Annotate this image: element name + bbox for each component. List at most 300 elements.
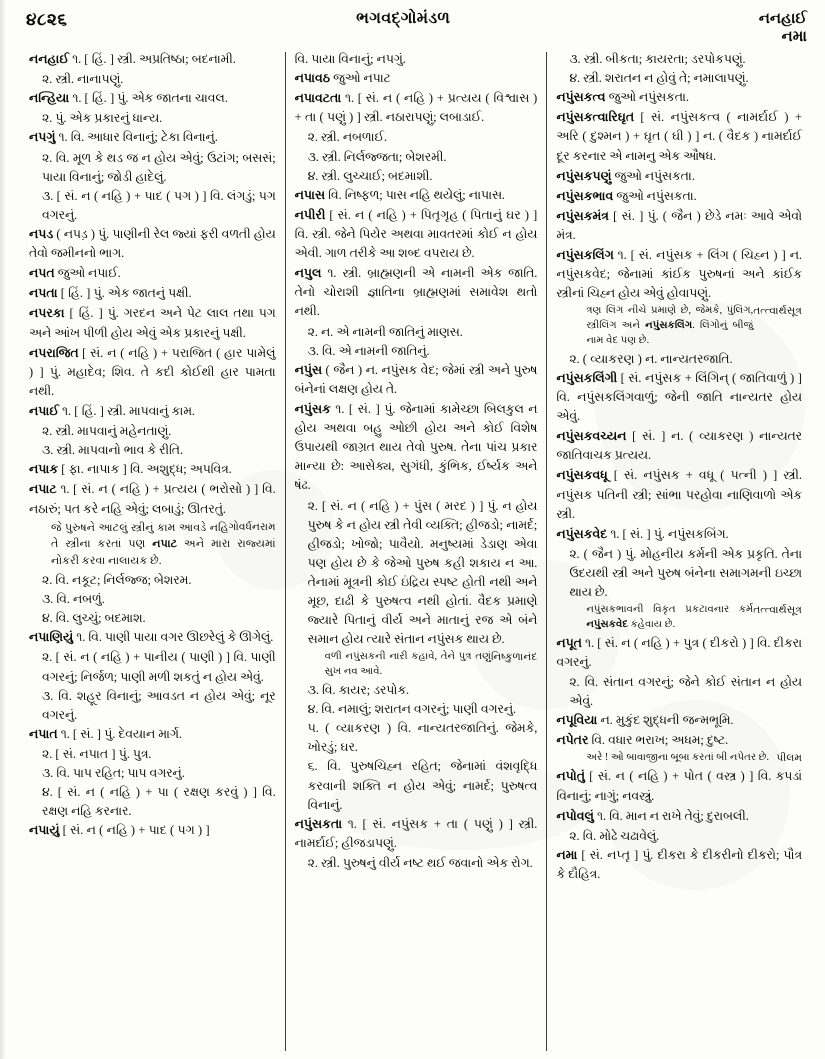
entry-definition: આધાર વિનાનું; ટેકા વિનાનું. <box>87 130 218 145</box>
entry-etymology: [ હિં. ] <box>84 52 115 66</box>
entry-sense <box>295 323 538 342</box>
sense-number: ૨. <box>307 324 318 339</box>
entry-headword: નપુંસ <box>294 362 323 377</box>
part-of-speech: સ્ત્રી. <box>321 855 340 870</box>
part-of-speech: વિ. <box>58 688 72 703</box>
dictionary-entry <box>29 460 276 479</box>
entry-definition: પાણી પાયા વગર ઊછરેલું કે ઊગેલું. <box>105 630 274 645</box>
part-of-speech: ન. <box>703 129 716 144</box>
sense-number: ૧. <box>72 52 82 66</box>
entry-definition: નામર્દાઈ દૂર કરનાર એ નામનુ એક ઔષધ. <box>556 129 803 163</box>
entry-headword: નપત <box>29 266 55 281</box>
part-of-speech: પું. <box>647 208 659 223</box>
entry-definition: નપુંસકવેદ; જેનામાં કાંઈક પુરુષનાં અને કાંઈક સ્ત્રીનાં ચિહ્ન હોય એવું હોવાપણું. <box>556 267 802 301</box>
dictionary-entry <box>556 711 802 730</box>
entry-sense <box>29 70 276 89</box>
part-of-speech: પું. <box>653 526 665 541</box>
part-of-speech: વિ. <box>70 130 85 145</box>
entry-etymology: [ હિં. ] <box>69 306 103 321</box>
dictionary-entry <box>29 480 276 518</box>
entry-definition: જુઓ નપુંસકતા. <box>616 188 697 203</box>
part-of-speech: ન. <box>321 324 334 339</box>
dictionary-entry <box>29 89 276 108</box>
part-of-speech: સ્ત્રી. <box>107 403 126 418</box>
page-number: ૪૮૨૬ <box>26 10 68 29</box>
part-of-speech: વિ. <box>233 650 248 665</box>
citation-keyword: નપાટ <box>152 538 178 551</box>
entry-headword: નપુંસકપણું <box>556 168 612 183</box>
entry-etymology: [ હિં. ] <box>60 286 91 301</box>
sense-number: ૨. <box>42 424 53 439</box>
entry-definition: નામર્દાઈ; હીજડાપણું. <box>294 835 397 850</box>
citation-quote: તત્ત્વાર્થસૂત્ર નપુંસકભાવની વિકૃત પ્રકટાવનાર કર્મ નપુંસકવેદ કહેવાય છે. <box>586 604 802 630</box>
dictionary-entry <box>295 361 538 399</box>
entry-definition: મોઢે ચઢાવેલું. <box>599 828 660 843</box>
sense-number: ૩. <box>307 682 319 697</box>
entry-definition: દીકરા કે દીકરીનો દીકરો; પૌત્ર કે દૌહિત્ર. <box>556 847 803 882</box>
entry-definition: જુઓ નપાઈ. <box>57 266 121 281</box>
entry-sense <box>29 571 276 590</box>
part-of-speech: પું. <box>487 498 499 513</box>
sense-number: ૩. <box>569 52 581 66</box>
entry-definition: લંગડું; પગ વગરનું. <box>42 188 276 222</box>
dictionary-entry <box>556 369 802 426</box>
sense-number: ૨. <box>42 111 53 126</box>
part-of-speech: સ્ત્રી. <box>117 52 136 66</box>
entry-headword: નપોતું <box>556 769 586 784</box>
entry-definition: અશુદ્ધ; અપવિત્ર. <box>146 462 232 477</box>
entry-definition: બીકતા; કાયરતા; ડરપોકપણું. <box>605 52 746 66</box>
entry-continuation <box>295 50 538 69</box>
entry-definition: નકૂટ; નિર્લજ્જ; બેશરમ. <box>71 573 192 588</box>
dictionary-entry <box>556 167 802 186</box>
citation-attribution: નિષ્કુળાનંદ <box>490 652 538 664</box>
sense-number: ૧. <box>344 91 355 106</box>
entry-sense <box>295 497 538 650</box>
entry-definition: નપુંસકબિંગ. <box>668 526 729 541</box>
dictionary-entry <box>556 246 802 303</box>
part-of-speech: વિ. <box>591 733 605 748</box>
entry-definition: જુઓ નપુંસકતા. <box>608 90 689 105</box>
dictionary-entry <box>556 88 802 107</box>
entry-headword: નપાત <box>29 726 58 741</box>
entry-etymology: [ સં. ] <box>622 526 651 541</box>
entry-sense <box>295 681 538 700</box>
dictionary-entry <box>29 628 276 647</box>
entry-etymology: ( જૈન ) <box>325 362 363 377</box>
running-head <box>721 10 807 45</box>
sense-number: ૨. <box>42 150 53 165</box>
citation-quote: પીલમ અરે ! ઓ બાવાજીના બૂબા કરતાં બી નપેતર છે. <box>556 751 802 766</box>
dictionary-column-1 <box>20 50 285 1057</box>
entry-definition: બ્રાહ્મણની એ નામની એક જાતિ. તેનો ચોરાશી જ્ઞાતિના બ્રાહ્મણમાં સમાવેશ થતો નથી. <box>294 266 538 319</box>
entry-etymology: [ સં. ન ( નહિ ) + પુંસ ( મરદ ) ] <box>321 498 484 513</box>
part-of-speech: પું. <box>107 306 119 321</box>
entry-headword: નપરકા <box>29 306 65 321</box>
entry-sense <box>295 757 538 814</box>
citation-keyword: નપુંસકલિંગ <box>645 320 693 332</box>
entry-definition: મૂળ કે થડ જ ન હોય એવું; ઉટાંગ; બસસં; પાયા વિનાનું; જોડી હાદેલું. <box>42 150 276 184</box>
part-of-speech: ન. <box>789 248 802 263</box>
entry-definition: મુકુંદ શુદ્ધની જન્મભૂમિ. <box>615 713 734 728</box>
entry-sense <box>29 422 276 441</box>
entry-headword: નપેતર <box>556 733 589 748</box>
entry-definition: નાન્યતરજાતિ. <box>660 351 733 366</box>
entry-etymology: [ સં. નપ્તૃ ] <box>581 847 639 862</box>
citation-attribution: ગોવર્ધનરામ <box>228 521 276 533</box>
entry-headword: નપાક <box>29 462 59 477</box>
entry-headword: નપુંસકવેદ <box>556 526 608 541</box>
sense-number: ૩. <box>42 592 54 607</box>
entry-etymology: [ હિં. ] <box>84 91 115 106</box>
dictionary-column-3 <box>547 50 811 1057</box>
entry-definition: શહૂર વિનાનું; આવડત ન હોય એવું; નૂર વગરનું. <box>42 688 276 722</box>
entry-definition: પાણી વગરનું; નિર્જળ; પાણી મળી શકતું ન હોય એવું. <box>42 650 276 684</box>
entry-definition: મહાદેવ; શિવ. તે કદી કોઈથી હાર પામતા નથી. <box>29 364 276 398</box>
part-of-speech: પું. <box>642 847 654 862</box>
entry-definition: ન હોય પુરુષ કે ન હોય સ્ત્રી તેવી વ્યક્તિ; હીજડો; નામર્દ; હીજડો; ખોજો; પાવૈયો. મનુષ્યમાં ડેડાણ એવા પણ હોય છે કે જેઓ પુરુષ કહી શકાય ન આ. તેનામાં મૂત્રની કોઈ ઇંદ્રિય સ્પષ્ટ હોતી નથી અને મૂછ, દાઢી કે પુરુષત્વ નથી હોતાં. વૈદક પ્રમાણે જ્યારે પિતાનું વીર્ય અને માતાનું રજ એ બંને સમાન હોય ત્યારે સંતાન નપુંસક થાય છે. <box>307 498 538 647</box>
entry-definition: નઠારું; પત કરે નહિ એવું; લબાડું; ઊતરતું. <box>29 501 226 516</box>
entry-sense <box>556 673 802 711</box>
dictionary-entry <box>556 466 802 523</box>
part-of-speech: વિ. <box>56 766 70 781</box>
entry-definition: લુચ્ચાઈ; બદમાશી. <box>343 168 433 183</box>
entry-headword: નપીરી <box>294 207 326 222</box>
sense-number: ૩. <box>42 188 54 203</box>
entry-etymology: [ સં. ન ( નહિ ) + પાદ ( પગ ) ] <box>56 188 207 203</box>
entry-definition: પાયા વિનાનું; નપગું. <box>311 52 406 66</box>
part-of-speech: વિ. <box>55 573 69 588</box>
page-header <box>0 0 825 48</box>
dictionary-entry <box>295 400 538 496</box>
entry-sense <box>556 827 802 846</box>
sense-number: ૪. <box>569 71 581 86</box>
part-of-speech: વિ. <box>262 785 276 800</box>
entry-sense <box>29 109 276 128</box>
sense-number: ૧. <box>585 635 595 650</box>
entry-definition: માપવાનું મહેનતાણું. <box>77 424 172 439</box>
sense-number: ૨. <box>569 674 580 689</box>
sense-number: ૪. <box>42 785 53 800</box>
sense-number: ૨. <box>307 130 318 145</box>
sense-number: ૩. <box>307 343 319 358</box>
part-of-speech: સ્ત્રી. <box>321 130 340 145</box>
dictionary-entry <box>556 846 802 884</box>
entry-sense <box>29 590 276 609</box>
sense-number: ૧. <box>72 91 82 106</box>
entry-domain-label: ( જૈન ) <box>662 208 701 223</box>
entry-definition: દેવયાન માર્ગ. <box>118 726 182 741</box>
entry-headword: નપરાજિત <box>29 345 79 360</box>
entry-etymology: [ સં. ] <box>613 208 644 223</box>
sense-number: ૧. <box>327 266 337 281</box>
entry-sense <box>29 441 276 460</box>
entry-headword: નનહાઈ <box>29 52 69 66</box>
sense-number: ૧. <box>76 630 86 645</box>
part-of-speech: વિ. <box>294 52 309 66</box>
entry-headword: નપુંસકમંત્ર <box>556 208 609 223</box>
citation-quote: તત્ત્વાર્થસૂત્ર ત્રણ લિંગ નીચે પ્રમાણે છે, જેમકે, પુંલિંગ, સ્ત્રીલિંગ અને નપુંસકલિંગ. લિંગોનું બીજું નામ વેદ પણ છે. <box>586 305 802 346</box>
entry-etymology: [ સં. નપુંસક + લિંગ ( ચિહ્ન ) ] <box>630 248 786 263</box>
entry-definition: શરાતન ન હોવું તે; નમાલાપણું. <box>604 71 749 86</box>
dictionary-entry <box>556 427 802 465</box>
part-of-speech: વિ. <box>56 592 70 607</box>
part-of-speech: વિ. <box>582 828 597 843</box>
entry-etymology: ( જૈન ) <box>583 546 622 561</box>
entry-etymology: [ સં. ] <box>632 429 666 444</box>
sense-number: ૧. <box>62 403 72 418</box>
entry-definition: છેડે નમઃ આવે એવો મંત્ર. <box>556 208 803 242</box>
entry-etymology: [ સં. નપુંસક + તા ( પણું ) ] <box>362 816 513 831</box>
book-title: ભગવદ્ગોમંડળ <box>356 10 451 27</box>
entry-definition: નપુંસક વેદ; જેમાં સ્ત્રી અને પુરુષ બંનેનાં લક્ષણ હોય તે. <box>294 362 538 396</box>
part-of-speech: વિ. <box>129 462 144 477</box>
part-of-speech: વિ. <box>397 721 412 736</box>
part-of-speech: વિ. <box>327 759 341 774</box>
dictionary-entry <box>29 50 276 69</box>
entry-headword: નપતા <box>29 286 58 301</box>
part-of-speech: સ્ત્રી. <box>321 149 341 164</box>
part-of-speech: ન. <box>365 362 378 377</box>
dictionary-entry <box>556 767 802 805</box>
entry-headword-variant: ( નપડ઼ ) <box>56 226 95 241</box>
entry-etymology: [ સં. ન ( નહિ ) + પિતૃગૃહ ( પિતાનું ઘર ) ] <box>329 207 538 222</box>
sense-number: ૩. <box>307 149 319 164</box>
entry-headword: નપુંસકત્વારિઘૃત <box>556 110 635 125</box>
sense-number: ૨. <box>42 747 53 761</box>
sense-number: ૩. <box>42 766 54 781</box>
entry-definition: નપુંસક પતિની સ્ત્રી; સાંભા પરહોવા નાણિવાળો એક સ્ત્રી. <box>556 487 802 521</box>
entry-headword: નપુંસકલિંગી <box>556 370 618 385</box>
entry-definition: કાયર; ડરપોક. <box>338 682 410 697</box>
part-of-speech: પું. <box>98 226 110 241</box>
part-of-speech: વિ. <box>321 702 335 717</box>
part-of-speech: વિ. <box>756 635 771 650</box>
entry-definition: નિર્લજ્જતા; બેશરમી. <box>343 149 447 164</box>
entry-definition: નાન્યતરજાતિનું. જેમકે, ખોરડું; ઘર. <box>307 721 538 755</box>
citation-keyword: નપુંસકવેદ <box>586 618 629 630</box>
entry-sense <box>29 149 276 187</box>
part-of-speech: પું. <box>49 364 61 379</box>
part-of-speech: સ્ત્રી. <box>583 52 603 66</box>
entry-sense <box>295 148 538 167</box>
dictionary-entry <box>556 187 802 206</box>
part-of-speech: વિ. <box>757 769 772 784</box>
part-of-speech: ન. <box>600 713 613 728</box>
entry-definition: નિષ્ફળ; પાસ નહિ થયેલું; નાપાસ. <box>344 187 505 202</box>
part-of-speech: સ્ત્રી. <box>363 110 383 125</box>
entry-headword: નપાવટતા <box>294 91 342 106</box>
entry-headword: નપૂવિયા <box>556 713 598 728</box>
running-head-first-word: નનહાઈ <box>758 10 807 27</box>
dictionary-entry <box>29 304 276 342</box>
entry-definition: મોહનીય કર્મની એક પ્રકૃતિ. તેના ઉદયથી સ્ત્રી અને પુરુષ બંનેના સમાગમની ઇચ્છા થાય છે. <box>569 546 802 600</box>
part-of-speech: પું. <box>104 726 116 741</box>
entry-headword: નપુંસકભાવ <box>556 188 614 203</box>
entry-etymology: [ હિં. ] <box>74 403 105 418</box>
sense-number: ૬. <box>307 759 318 774</box>
part-of-speech: ન. <box>671 429 684 444</box>
entry-sense <box>29 609 276 628</box>
part-of-speech: પું. <box>55 111 67 126</box>
dictionary-entry <box>295 815 538 853</box>
citation-attribution: તત્ત્વાર્થસૂત્ર <box>753 605 802 617</box>
part-of-speech: વિ. <box>55 150 70 165</box>
part-of-speech: પું. <box>118 747 130 761</box>
entry-definition: નમાલું; શરાતન વગરનું; પાણી વગરનું. <box>338 702 517 717</box>
entry-definition: ગરદન અને પેટ લાલ તથા પગ અને આંખ પીળી હોય એવું એક પ્રકારનું પક્ષી. <box>29 306 276 340</box>
entry-sense <box>29 783 276 821</box>
dictionary-entry <box>556 807 802 826</box>
entry-headword: નપગું <box>29 130 56 145</box>
sense-number: ૧. <box>597 808 607 823</box>
part-of-speech: પું. <box>117 91 129 106</box>
entry-sense <box>556 350 802 369</box>
entry-headword: નપુલ <box>294 266 322 281</box>
entry-etymology: [ સં. નપુંસક + લિંગિન્ ( જાતિવાળું ) ] <box>620 370 802 385</box>
sense-number: ૧. <box>347 816 357 831</box>
entry-sense <box>556 69 802 88</box>
part-of-speech: વિ. <box>321 682 336 697</box>
part-of-speech: વિ. <box>321 343 336 358</box>
sense-number: ૨. <box>307 855 318 870</box>
part-of-speech: પું. <box>93 286 105 301</box>
part-of-speech: સ્ત્રી. <box>55 424 75 439</box>
entry-definition: અપ્રતિષ્ઠા; બદનામી. <box>138 52 236 66</box>
entry-definition: નાનાપણું. <box>77 72 124 87</box>
entry-definition: પુરુષચિહ્ન રહિત; જેનામાં વંશવૃદ્ધિ કરવાની શક્તિ ન હોય એવું; નામર્દ; પુરુષત્વ વિનાનું. <box>307 759 538 812</box>
entry-etymology: [ સં. ન ( નહિ ) + પા ( રક્ષણ કરવું ) ] <box>57 785 258 800</box>
entry-definition: માન ન રાખે તેવું; દુરાબલી. <box>625 808 749 823</box>
entry-etymology: [ સં. નપુંસક + વધૂ ( પત્ની ) ] <box>613 468 778 483</box>
entry-definition: એક પ્રકારનું ધાન્ય. <box>69 111 163 126</box>
part-of-speech: વિ. <box>609 808 623 823</box>
part-of-speech: સ્ત્રી. <box>321 168 341 183</box>
part-of-speech: ન. <box>645 351 658 366</box>
part-of-speech: વિ. <box>584 674 599 689</box>
citation-attribution: પીલમ <box>776 753 802 765</box>
entry-etymology: [ સં. ન ( નહિ ) + પ્રત્યય ( ભરોસો ) ] <box>73 482 259 497</box>
dictionary-entry <box>295 264 538 321</box>
entry-etymology: [ સં. નપુંસકત્વ ( નામર્દાઈ ) + અરિ ( દુશ્મન ) + ઘૃત ( ઘી ) ] <box>556 110 803 144</box>
part-of-speech: વિ. <box>328 187 342 202</box>
entry-sense <box>29 745 276 764</box>
sense-number: ૨. <box>307 498 318 513</box>
entry-headword: નપાસ <box>294 187 326 202</box>
entry-etymology: [ સં. ] <box>348 401 380 416</box>
dictionary-entry <box>556 525 802 544</box>
citation-quote: નિષ્કુળાનંદ વળી નપુંસકની નારી કહાવે, તેને પુત્ર તણું સુખ નવ આવે. <box>324 651 538 678</box>
part-of-speech: વિ. <box>556 389 570 404</box>
entry-sense <box>295 854 538 873</box>
entry-etymology: ( વ્યાકરણ ) <box>582 351 642 366</box>
dictionary-entry <box>29 264 276 283</box>
dictionary-entry <box>29 225 276 263</box>
part-of-speech: વિ. <box>88 630 102 645</box>
entry-headword: નમા <box>556 847 578 862</box>
sense-number: ૪. <box>42 611 53 626</box>
dictionary-entry <box>295 69 538 88</box>
entry-headword: નપાયું <box>29 823 60 838</box>
running-head-last-word: નમા <box>781 27 807 45</box>
entry-definition: નઠારાપણું; લબાડાઈ. <box>385 110 485 125</box>
part-of-speech: સ્ત્રી. <box>518 816 538 831</box>
entry-headword: નપુંસકત્વ <box>556 90 606 105</box>
entry-sense <box>29 764 276 783</box>
entry-etymology: ( વ્યાકરણ ) <box>325 721 392 736</box>
dictionary-entry <box>556 634 802 672</box>
sense-number: ૧. <box>617 248 627 263</box>
entry-etymology: [ સં. ન ( નહિ ) + પાદ ( પગ ) ] <box>62 823 210 838</box>
sense-number: ૪. <box>307 168 319 183</box>
part-of-speech: વિ. સ્ત્રી. <box>294 226 331 241</box>
entry-sense <box>29 648 276 686</box>
entry-definition: દીકરા વગરનું. <box>556 635 803 669</box>
entry-definition: માપવાનું કામ. <box>128 403 195 418</box>
dictionary-entry <box>29 344 276 401</box>
entry-headword: નપુંસકવચ્યન <box>556 429 627 444</box>
dictionary-entry <box>29 128 276 147</box>
entry-definition: સંતાન વગરનું; જેને કોઈ સંતાન ન હોય એવું. <box>569 674 802 709</box>
sense-number: ૩. <box>42 443 54 458</box>
dictionary-entry <box>556 207 802 245</box>
entry-headword: નપૂત <box>556 635 582 650</box>
entry-definition: નબળાઈ. <box>342 130 388 145</box>
entry-headword: નપાણિયું <box>29 630 74 645</box>
entry-sense <box>295 700 538 719</box>
entry-definition: કપડાં વિનાનું; નાગું; નવસ્ત્રું. <box>556 769 803 803</box>
sense-number: ૨. <box>42 72 53 87</box>
entry-definition: નબળું. <box>72 592 105 607</box>
sense-number: ૧. <box>58 130 68 145</box>
entry-domain-label: ( વૈદક ) <box>718 129 759 144</box>
entry-etymology: [ સં. નપાત ] <box>55 747 116 761</box>
entry-etymology: [ સં. ન ( નહિ ) + પાનીય ( પાણી ) ] <box>55 650 231 665</box>
entry-definition: રક્ષણ નહિ કરનાર. <box>42 804 132 819</box>
sense-number: ૪. <box>307 702 319 717</box>
dictionary-entry <box>29 402 276 421</box>
entry-etymology: [ સં. ] <box>72 726 102 741</box>
entry-sense <box>295 719 538 757</box>
part-of-speech: વિ. <box>55 611 70 626</box>
entry-etymology: [ ફા. નાપાક ] <box>61 462 127 477</box>
sense-number: ૨. <box>42 573 53 588</box>
sense-number: ૨. <box>569 828 580 843</box>
entry-definition: એ નામની જાતિનું. <box>338 343 430 358</box>
entry-headword: નપાટ <box>29 482 57 497</box>
dictionary-column-2 <box>286 50 547 1057</box>
entry-definition: નાન્યતર જાતિવાચક પ્રત્યય. <box>556 429 803 463</box>
entry-headword: નપોવલું <box>556 808 594 823</box>
entry-definition: પુત્ર. <box>132 747 152 761</box>
part-of-speech: સ્ત્રી. <box>56 443 76 458</box>
entry-headword: નપુંસકવધૂ <box>556 468 608 483</box>
citation-quote: ગોવર્ધનરામ જે પુરુષને આટલું સ્ત્રીનું કામ આવડે નહિ તે સ્ત્રીના કરતાં પણ નપાટ અને મારા રાજ્યમાં નોકરી કરવા નાલાયક છે. <box>51 521 276 568</box>
dictionary-entry <box>29 821 276 840</box>
part-of-speech: સ્ત્રી. <box>783 468 803 483</box>
dictionary-entry <box>29 284 276 303</box>
sense-number: ૨. <box>569 546 580 561</box>
citation-attribution: તત્ત્વાર્થસૂત્ર <box>753 306 802 318</box>
entry-sense <box>295 167 538 186</box>
entry-definition: લુચ્ચું; બદમાશ. <box>72 611 146 626</box>
entry-sense <box>29 687 276 725</box>
entry-headword: નપાવઠ <box>294 71 331 86</box>
entry-etymology: [ સં. ન ( નહિ ) + પોત ( વસ્ત્ર ) ] <box>589 769 754 784</box>
entry-definition: જુઓ નપુંસકતા. <box>614 168 695 183</box>
entry-definition: માપવાનો ભાવ કે રીતિ. <box>78 443 184 458</box>
entry-definition: પુરુષનું વીર્ય નષ્ટ થઈ જવાનો એક રોગ. <box>342 855 533 870</box>
